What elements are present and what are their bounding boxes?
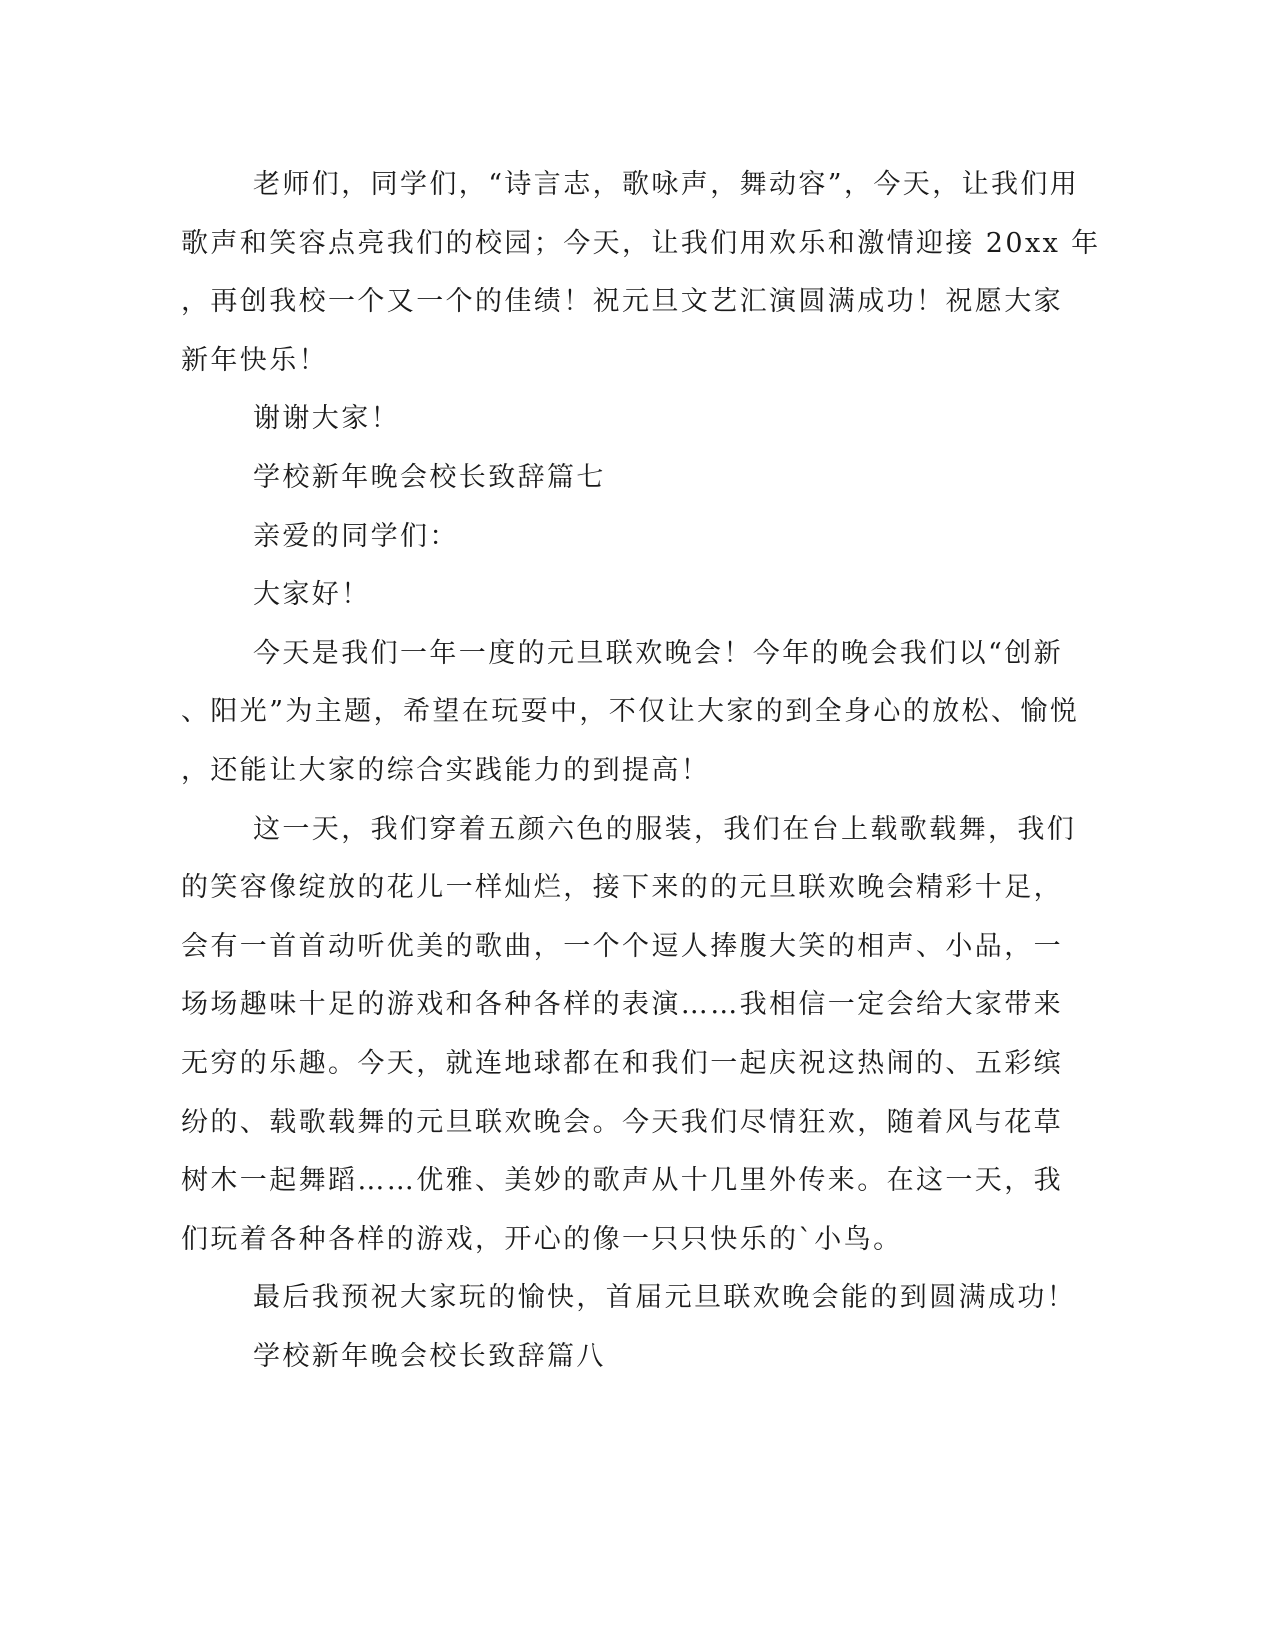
text-line-5: 谢谢大家！ [253,403,400,435]
text-line-17: 纷的、载歌载舞的元旦联欢晚会。今天我们尽情狂欢，随着风与花草 [181,1106,1063,1138]
text-line-10: 、阳光”为主题，希望在玩耍中，不仅让大家的到全身心的放松、愉悦 [181,696,1080,728]
text-line-13: 的笑容像绽放的花儿一样灿烂，接下来的的元旦联欢晚会精彩十足， [181,872,1063,904]
text-line-18: 树木一起舞蹈……优雅、美妙的歌声从十几里外传来。在这一天，我 [181,1165,1063,1197]
text-line-3: ，再创我校一个又一个的佳绩！祝元旦文艺汇演圆满成功！祝愿大家 [181,286,1063,318]
section-heading-7: 学校新年晚会校长致辞篇七 [253,461,606,493]
text-line-14: 会有一首首动听优美的歌曲，一个个逗人捧腹大笑的相声、小品，一 [181,930,1063,962]
text-line-19: 们玩着各种各样的游戏，开心的像一只只快乐的`小鸟。 [181,1223,903,1255]
text-line-20: 最后我预祝大家玩的愉快，首届元旦联欢晚会能的到圆满成功！ [253,1282,1077,1314]
text-line-2: 歌声和笑容点亮我们的校园；今天，让我们用欢乐和激情迎接 20xx 年 [181,227,1101,259]
text-line-11: ，还能让大家的综合实践能力的到提高！ [181,754,711,786]
document-body [181,156,1101,1386]
greeting: 大家好！ [253,579,371,611]
text-line-1: 老师们，同学们，“诗言志，歌咏声，舞动容”，今天，让我们用 [253,169,1080,200]
text-line-16: 无穷的乐趣。今天，就连地球都在和我们一起庆祝这热闹的、五彩缤 [181,1047,1063,1079]
text-line-4: 新年快乐！ [181,344,328,376]
text-line-12: 这一天，我们穿着五颜六色的服装，我们在台上载歌载舞，我们 [253,813,1077,845]
text-line-15: 场场趣味十足的游戏和各种各样的表演……我相信一定会给大家带来 [181,989,1063,1021]
text-line-9: 今天是我们一年一度的元旦联欢晚会！今年的晚会我们以“创新 [253,637,1064,669]
salutation: 亲爱的同学们： [253,520,459,552]
section-heading-8: 学校新年晚会校长致辞篇八 [253,1340,606,1372]
